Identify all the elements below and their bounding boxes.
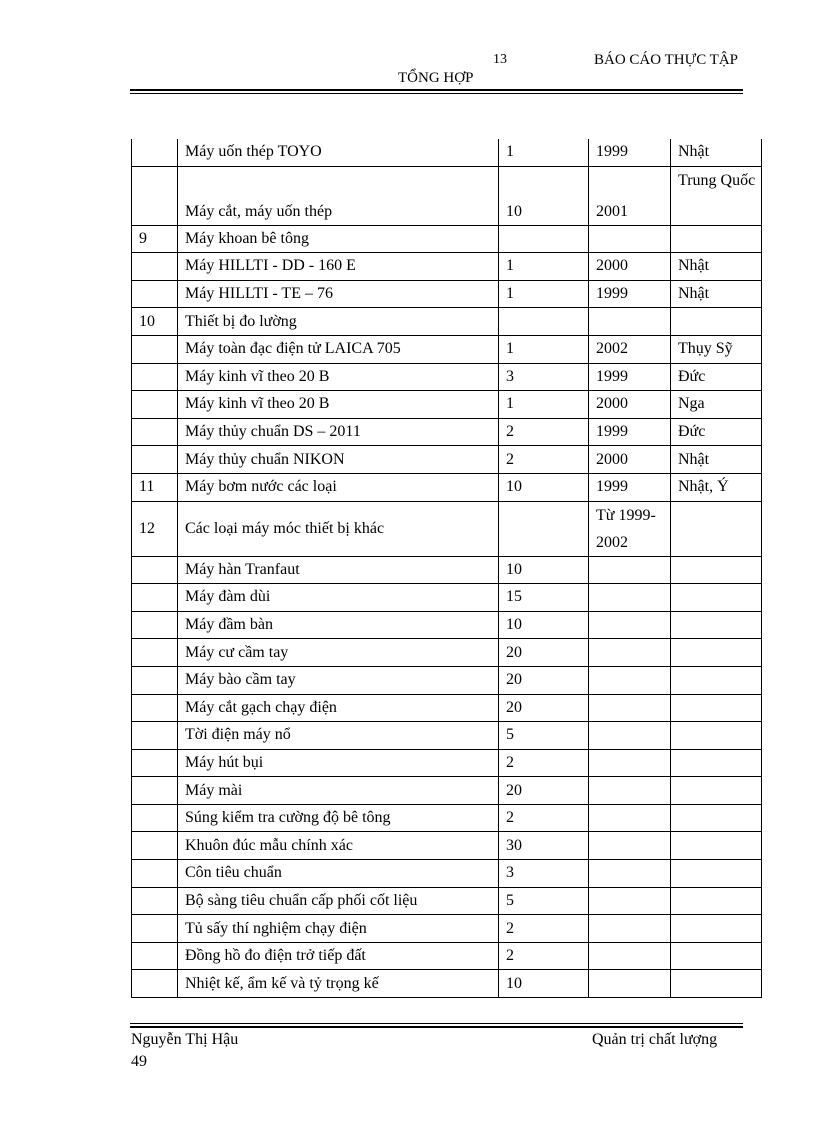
- cell-origin: [671, 556, 762, 584]
- footer-rule-top: [130, 1023, 743, 1024]
- table-row: [132, 446, 762, 474]
- cell-origin: [671, 722, 762, 750]
- cell-origin: Đức: [671, 418, 762, 446]
- cell-name: Máy bơm nước các loại: [178, 473, 499, 501]
- cell-origin: [671, 777, 762, 805]
- table-row: [132, 832, 762, 860]
- cell-qty: 3: [499, 363, 589, 391]
- cell-no: [132, 166, 178, 225]
- cell-year: 1999: [589, 418, 671, 446]
- cell-year: 2000: [589, 391, 671, 419]
- cell-no: 11: [132, 473, 178, 501]
- cell-qty: 20: [499, 666, 589, 694]
- cell-name: Tủ sấy thí nghiệm chạy điện: [178, 915, 499, 943]
- table-row: [132, 666, 762, 694]
- table-row: [132, 860, 762, 888]
- footer-page: 49: [131, 1053, 147, 1070]
- cell-no: 12: [132, 501, 178, 556]
- cell-origin: [671, 915, 762, 943]
- cell-qty: 2: [499, 942, 589, 970]
- cell-name: Máy cắt, máy uốn thép: [178, 166, 499, 225]
- cell-name: Máy thủy chuẩn NIKON: [178, 446, 499, 474]
- cell-no: [132, 639, 178, 667]
- cell-name: Nhiệt kế, ẩm kế và tỷ trọng kế: [178, 970, 499, 998]
- table-row: [132, 391, 762, 419]
- header-rule-bottom: [130, 93, 743, 94]
- cell-qty: 3: [499, 860, 589, 888]
- cell-qty: [499, 225, 589, 253]
- cell-origin: [671, 860, 762, 888]
- cell-origin: Nhật: [671, 446, 762, 474]
- footer-author: Nguyễn Thị Hậu: [131, 1031, 239, 1048]
- cell-qty: 2: [499, 749, 589, 777]
- cell-no: [132, 860, 178, 888]
- cell-year: [589, 225, 671, 253]
- table-row: [132, 694, 762, 722]
- table-row: [132, 253, 762, 281]
- cell-no: [132, 666, 178, 694]
- cell-origin: [671, 942, 762, 970]
- table-row: [132, 166, 762, 225]
- cell-year: [589, 832, 671, 860]
- cell-origin: [671, 501, 762, 556]
- cell-origin: [671, 584, 762, 612]
- report-subtitle: TỔNG HỢP: [398, 70, 474, 86]
- cell-no: [132, 584, 178, 612]
- cell-qty: 10: [499, 473, 589, 501]
- equipment-table: [131, 139, 762, 998]
- cell-year: Từ 1999-2002: [589, 501, 671, 556]
- cell-qty: 1: [499, 335, 589, 363]
- cell-origin: [671, 666, 762, 694]
- cell-name: Máy HILLTI - DD - 160 E: [178, 253, 499, 281]
- cell-qty: [499, 308, 589, 336]
- table-row: [132, 887, 762, 915]
- cell-year: 2000: [589, 253, 671, 281]
- cell-qty: 10: [499, 556, 589, 584]
- cell-no: [132, 139, 178, 166]
- cell-year: [589, 777, 671, 805]
- cell-qty: 15: [499, 584, 589, 612]
- footer-subject: Quản trị chất lượng: [592, 1031, 718, 1048]
- cell-qty: 1: [499, 139, 589, 166]
- cell-year: [589, 942, 671, 970]
- cell-year: 1999: [589, 139, 671, 166]
- cell-origin: [671, 639, 762, 667]
- cell-name: Khuôn đúc mẫu chính xác: [178, 832, 499, 860]
- cell-origin: [671, 887, 762, 915]
- table-row: [132, 611, 762, 639]
- cell-no: [132, 556, 178, 584]
- cell-no: [132, 363, 178, 391]
- cell-no: [132, 418, 178, 446]
- cell-qty: 2: [499, 446, 589, 474]
- cell-no: [132, 611, 178, 639]
- cell-name: Súng kiểm tra cường độ bê tông: [178, 804, 499, 832]
- table-row: [132, 970, 762, 998]
- cell-name: Tời điện máy nổ: [178, 722, 499, 750]
- table-row: [132, 225, 762, 253]
- report-title: BÁO CÁO THỰC TẬP: [594, 52, 739, 68]
- cell-no: [132, 694, 178, 722]
- table-row: [132, 942, 762, 970]
- cell-origin: [671, 804, 762, 832]
- cell-year: 1999: [589, 280, 671, 308]
- cell-year: [589, 666, 671, 694]
- cell-year: [589, 584, 671, 612]
- cell-year: 1999: [589, 363, 671, 391]
- cell-name: Máy kinh vĩ theo 20 B: [178, 363, 499, 391]
- table-row: [132, 804, 762, 832]
- cell-year: [589, 887, 671, 915]
- cell-name: Đồng hồ đo điện trở tiếp đất: [178, 942, 499, 970]
- cell-year: [589, 804, 671, 832]
- cell-year: [589, 611, 671, 639]
- table-row: [132, 335, 762, 363]
- cell-name: Côn tiêu chuẩn: [178, 860, 499, 888]
- equipment-table-body: [132, 139, 762, 998]
- cell-no: [132, 280, 178, 308]
- cell-year: 2001: [589, 166, 671, 225]
- cell-qty: 2: [499, 418, 589, 446]
- cell-origin: [671, 970, 762, 998]
- cell-name: Máy HILLTI - TE – 76: [178, 280, 499, 308]
- table-row: [132, 363, 762, 391]
- cell-name: Máy cư cầm tay: [178, 639, 499, 667]
- cell-no: 10: [132, 308, 178, 336]
- cell-name: Máy bào cầm tay: [178, 666, 499, 694]
- cell-no: [132, 722, 178, 750]
- page-number: 13: [493, 52, 507, 67]
- cell-origin: Nhật: [671, 139, 762, 166]
- cell-qty: 20: [499, 694, 589, 722]
- table-row: [132, 639, 762, 667]
- table-row: [132, 308, 762, 336]
- cell-year: [589, 639, 671, 667]
- cell-no: [132, 335, 178, 363]
- cell-qty: 2: [499, 804, 589, 832]
- cell-name: Máy hàn Tranfaut: [178, 556, 499, 584]
- cell-origin: [671, 611, 762, 639]
- cell-qty: 10: [499, 970, 589, 998]
- cell-qty: 5: [499, 722, 589, 750]
- cell-origin: [671, 308, 762, 336]
- table-row: [132, 915, 762, 943]
- cell-no: [132, 915, 178, 943]
- cell-year: [589, 308, 671, 336]
- cell-qty: 10: [499, 166, 589, 225]
- table-row: [132, 280, 762, 308]
- cell-no: [132, 804, 178, 832]
- cell-name: Máy kinh vĩ theo 20 B: [178, 391, 499, 419]
- table-row: [132, 501, 762, 556]
- cell-qty: 20: [499, 639, 589, 667]
- cell-year: 2000: [589, 446, 671, 474]
- cell-no: [132, 942, 178, 970]
- cell-origin: Đức: [671, 363, 762, 391]
- table-row: [132, 556, 762, 584]
- footer-rule-bottom: [130, 1026, 743, 1028]
- cell-name: Máy mài: [178, 777, 499, 805]
- cell-origin: Nga: [671, 391, 762, 419]
- cell-name: Bộ sàng tiêu chuẩn cấp phối cốt liệu: [178, 887, 499, 915]
- table-row: [132, 473, 762, 501]
- table-row: [132, 722, 762, 750]
- table-row: [132, 139, 762, 166]
- cell-no: [132, 749, 178, 777]
- cell-qty: 20: [499, 777, 589, 805]
- cell-name: Máy cắt gạch chạy điện: [178, 694, 499, 722]
- table-row: [132, 777, 762, 805]
- cell-name: Máy toàn đạc điện tử LAICA 705: [178, 335, 499, 363]
- cell-qty: 30: [499, 832, 589, 860]
- cell-year: [589, 694, 671, 722]
- cell-no: [132, 391, 178, 419]
- cell-qty: 5: [499, 887, 589, 915]
- cell-origin: Nhật: [671, 253, 762, 281]
- cell-name: Thiết bị đo lường: [178, 308, 499, 336]
- table-row: [132, 749, 762, 777]
- cell-origin: Thụy Sỹ: [671, 335, 762, 363]
- cell-no: [132, 777, 178, 805]
- cell-qty: 2: [499, 915, 589, 943]
- cell-no: [132, 970, 178, 998]
- cell-no: [132, 446, 178, 474]
- cell-name: Máy khoan bê tông: [178, 225, 499, 253]
- cell-qty: 1: [499, 280, 589, 308]
- cell-name: Máy thủy chuẩn DS – 2011: [178, 418, 499, 446]
- cell-name: Máy đàm dùi: [178, 584, 499, 612]
- cell-no: [132, 887, 178, 915]
- cell-origin: [671, 832, 762, 860]
- cell-name: Máy đầm bàn: [178, 611, 499, 639]
- cell-name: Máy hút bụi: [178, 749, 499, 777]
- cell-origin: [671, 225, 762, 253]
- cell-year: [589, 556, 671, 584]
- cell-year: [589, 749, 671, 777]
- cell-year: [589, 722, 671, 750]
- cell-name: Máy uốn thép TOYO: [178, 139, 499, 166]
- cell-origin: [671, 749, 762, 777]
- cell-no: [132, 832, 178, 860]
- cell-name: Các loại máy móc thiết bị khác: [178, 501, 499, 556]
- cell-origin: Nhật, Ý: [671, 473, 762, 501]
- cell-qty: 10: [499, 611, 589, 639]
- cell-origin: Nhật: [671, 280, 762, 308]
- table-row: [132, 418, 762, 446]
- cell-year: 1999: [589, 473, 671, 501]
- cell-qty: 1: [499, 253, 589, 281]
- header-rule-top: [130, 89, 743, 91]
- cell-no: 9: [132, 225, 178, 253]
- cell-year: [589, 970, 671, 998]
- cell-year: [589, 860, 671, 888]
- cell-year: 2002: [589, 335, 671, 363]
- table-row: [132, 584, 762, 612]
- cell-origin: Trung Quốc: [671, 166, 762, 225]
- cell-year: [589, 915, 671, 943]
- cell-no: [132, 253, 178, 281]
- cell-qty: 1: [499, 391, 589, 419]
- cell-qty: [499, 501, 589, 556]
- cell-origin: [671, 694, 762, 722]
